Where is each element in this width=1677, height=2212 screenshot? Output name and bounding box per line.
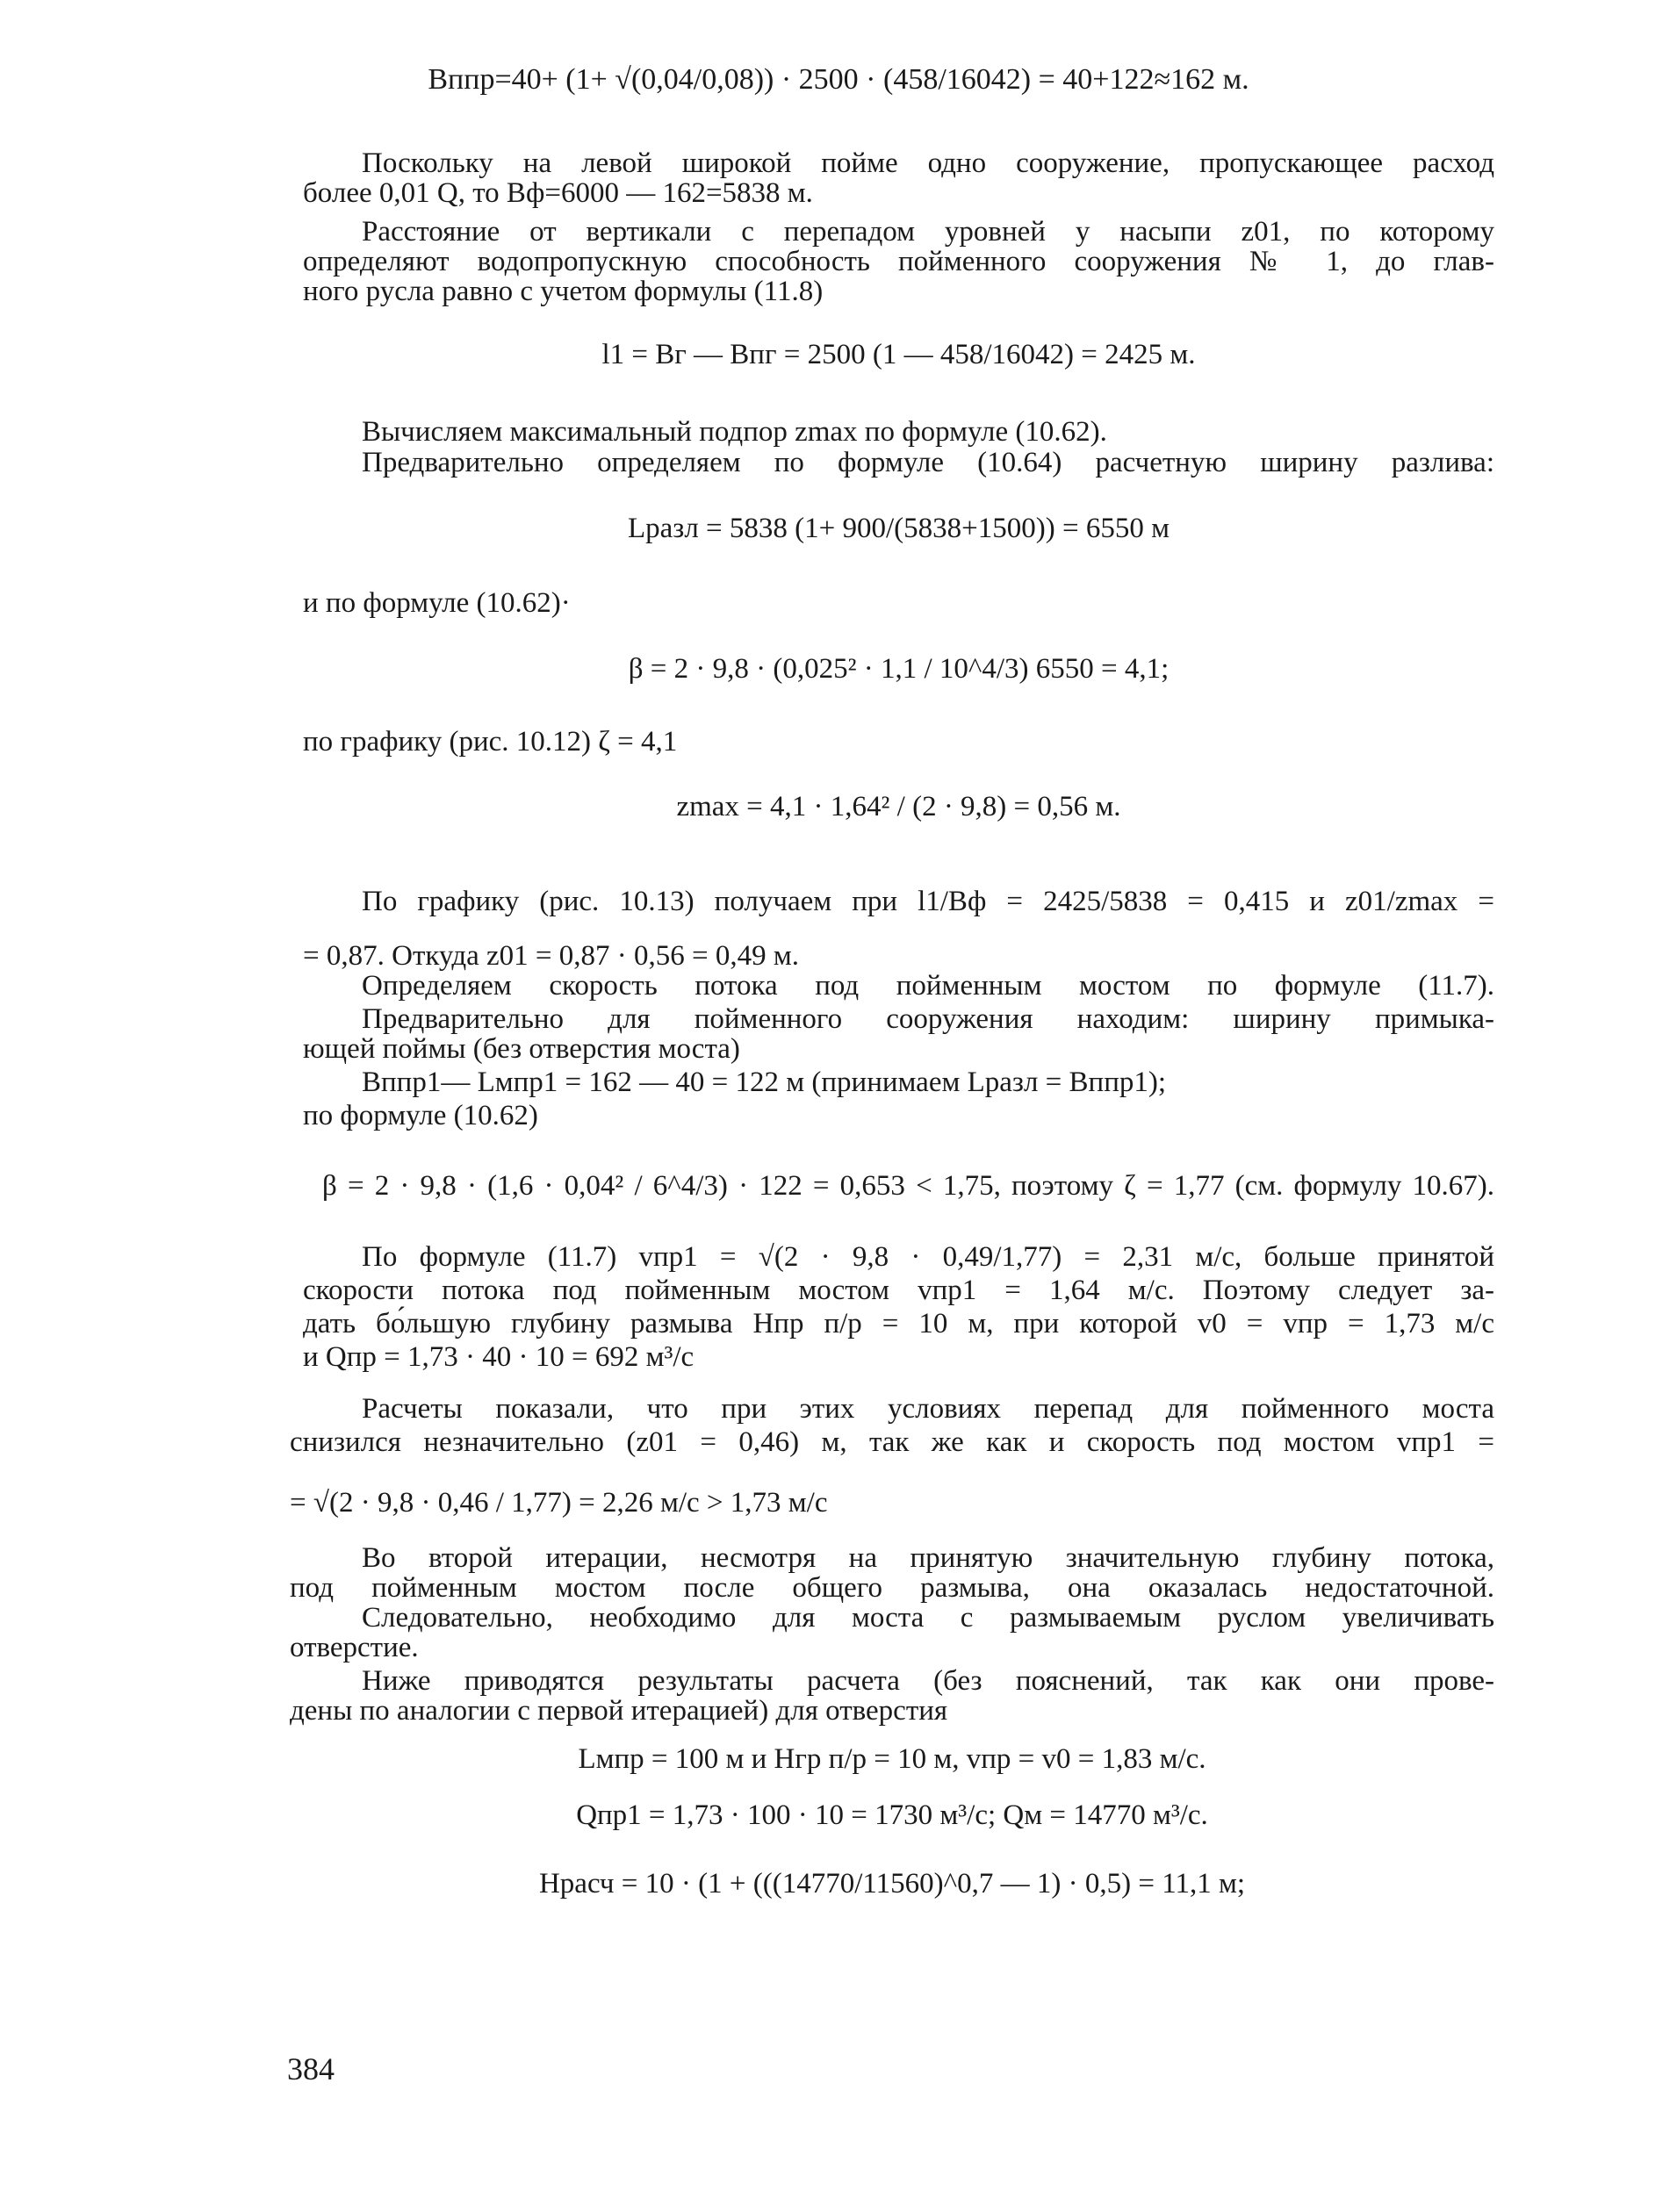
text-line: ного русла равно с учетом формулы (11.8) bbox=[303, 276, 824, 307]
text-line: Bппр1— Lмпр1 = 162 — 40 = 122 м (принимаем Lразл = Bппр1); bbox=[362, 1066, 1167, 1098]
text-line: Предварительно для пойменного сооружения находим: ширину примыка- bbox=[362, 1003, 1494, 1035]
text-line: По графику (рис. 10.13) получаем при l1/Bф = 2425/5838 = 0,415 и z01/zmax = bbox=[362, 886, 1494, 917]
text-line: Ниже приводятся результаты расчета (без пояснений, так как они прове- bbox=[362, 1665, 1494, 1697]
text-line: Поскольку на левой широкой пойме одно сооружение, пропускающее расход bbox=[362, 147, 1494, 179]
formula-qpr1: Qпр1 = 1,73 · 100 · 10 = 1730 м³/с; Qм = 14770 м³/с. bbox=[576, 1799, 1208, 1831]
text-line: Определяем скорость потока под пойменным мостом по формуле (11.7). bbox=[362, 970, 1494, 1002]
text-line: более 0,01 Q, то Bф=6000 — 162=5838 м. bbox=[303, 177, 813, 209]
text-line: Во второй итерации, несмотря на принятую значительную глубину потока, bbox=[362, 1542, 1494, 1574]
text-line: Следовательно, необходимо для моста с размываемым руслом увеличивать bbox=[362, 1602, 1494, 1634]
formula-bppr: Bппр=40+ (1+ √(0,04/0,08)) · 2500 · (458/16042) = 40+122≈162 м. bbox=[428, 63, 1249, 96]
formula-zmax: zmax = 4,1 · 1,64² / (2 · 9,8) = 0,56 м. bbox=[676, 791, 1121, 822]
text-line: ющей поймы (без отверстия моста) bbox=[303, 1033, 740, 1065]
text-line: Расстояние от вертикали с перепадом уровней у насыпи z01, по которому bbox=[362, 216, 1494, 248]
page-number: 384 bbox=[287, 2051, 335, 2086]
text-line: Расчеты показали, что при этих условиях перепад для пойменного моста bbox=[362, 1393, 1494, 1425]
text-line: по графику (рис. 10.12) ζ = 4,1 bbox=[303, 726, 678, 758]
text-line: отверстие. bbox=[290, 1632, 419, 1663]
text-line: дены по аналогии с первой итерацией) для отверстия bbox=[290, 1695, 948, 1727]
formula-velocity: = √(2 · 9,8 · 0,46 / 1,77) = 2,26 м/с > 1,73 м/с bbox=[290, 1487, 828, 1519]
formula-beta-2: β = 2 · 9,8 · (1,6 · 0,04² / 6^4/3) · 122 = 0,653 < 1,75, поэтому ζ = 1,77 (см. формулу 10.67). bbox=[322, 1170, 1494, 1202]
text-line: и Qпр = 1,73 · 40 · 10 = 692 м³/с bbox=[303, 1341, 695, 1373]
text-line: дать бо́льшую глубину размыва Hпр п/р = 10 м, при которой v0 = vпр = 1,73 м/с bbox=[303, 1308, 1494, 1339]
formula-l1: l1 = Bг — Bпг = 2500 (1 — 458/16042) = 2425 м. bbox=[601, 339, 1196, 370]
formula-lrazl: Lразл = 5838 (1+ 900/(5838+1500)) = 6550 м bbox=[627, 513, 1170, 544]
text-line: определяют водопропускную способность пойменного сооружения № 1, до глав- bbox=[303, 246, 1494, 277]
text-line: Предварительно определяем по формуле (10.64) расчетную ширину разлива: bbox=[362, 447, 1494, 478]
text-line: под пойменным мостом после общего размыва, она оказалась недостаточной. bbox=[290, 1572, 1494, 1604]
text-line: снизился незначительно (z01 = 0,46) м, так же как и скорость под мостом vпр1 = bbox=[290, 1426, 1494, 1458]
formula-lmpr: Lмпр = 100 м и Hгр п/р = 10 м, vпр = v0 = 1,83 м/с. bbox=[578, 1743, 1206, 1775]
text-line: по формуле (10.62) bbox=[303, 1100, 538, 1131]
text-line: и по формуле (10.62)· bbox=[303, 587, 571, 619]
formula-hrasch: Hрасч = 10 · (1 + (((14770/11560)^0,7 — 1) · 0,5) = 11,1 м; bbox=[538, 1868, 1246, 1900]
text-line: скорости потока под пойменным мостом vпр1 = 1,64 м/с. Поэтому следует за- bbox=[303, 1275, 1494, 1306]
text-line: Вычисляем максимальный подпор zmax по формуле (10.62). bbox=[362, 416, 1107, 448]
formula-beta-1: β = 2 · 9,8 · (0,025² · 1,1 / 10^4/3) 6550 = 4,1; bbox=[628, 653, 1170, 685]
text-line: = 0,87. Откуда z01 = 0,87 · 0,56 = 0,49 м. bbox=[303, 940, 800, 972]
text-line: По формуле (11.7) vпр1 = √(2 · 9,8 · 0,49/1,77) = 2,31 м/с, больше принятой bbox=[362, 1241, 1494, 1273]
